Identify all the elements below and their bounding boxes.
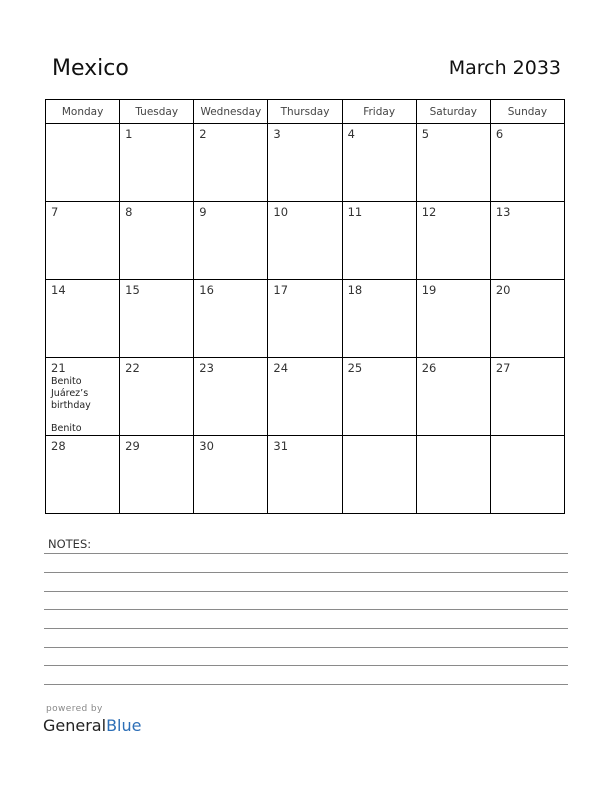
day-cell [416, 358, 490, 436]
day-cell [120, 358, 194, 436]
day-number: 6 [495, 127, 504, 141]
day-number: 30 [199, 439, 214, 453]
weekday-header-row [46, 100, 565, 124]
country-title: Mexico [52, 56, 129, 81]
day-cell [490, 124, 564, 202]
day-number: 11 [347, 205, 363, 219]
day-number: 28 [51, 439, 66, 453]
logo-text-general: General [43, 716, 107, 735]
day-cell [268, 436, 342, 514]
day-number: 20 [495, 283, 511, 297]
logo-text-blue: Blue [106, 716, 142, 735]
month-title: March 2033 [448, 57, 561, 79]
day-cell [194, 124, 268, 202]
day-number: 12 [421, 205, 437, 219]
day-cell [490, 280, 564, 358]
holiday-label: Benito Juárez’s birthday [51, 376, 91, 411]
day-cell [46, 358, 120, 436]
day-number: 5 [421, 127, 430, 141]
day-cell [120, 436, 194, 514]
day-cell [416, 202, 490, 280]
day-cell [342, 124, 416, 202]
generalblue-logo [43, 716, 141, 735]
week-row [46, 280, 565, 358]
day-number: 3 [273, 127, 281, 141]
day-number: 27 [495, 361, 511, 375]
day-cell [194, 358, 268, 436]
weekday-saturday: Saturday [416, 100, 490, 124]
day-number: 10 [273, 205, 289, 219]
day-number: 18 [347, 283, 363, 297]
day-number: 19 [421, 283, 437, 297]
notes-label: NOTES: [48, 537, 92, 551]
day-number: 16 [199, 283, 214, 297]
day-number: 29 [125, 439, 140, 453]
week-row [46, 436, 565, 514]
day-cell [120, 202, 194, 280]
day-cell [490, 358, 564, 436]
day-cell [490, 202, 564, 280]
note-line [44, 665, 568, 666]
day-number: 21 [51, 361, 66, 375]
weekday-wednesday: Wednesday [194, 100, 268, 124]
weekday-thursday: Thursday [268, 100, 342, 124]
day-number: 4 [347, 127, 355, 141]
weekday-sunday: Sunday [490, 100, 564, 124]
day-number: 8 [125, 205, 133, 219]
note-line [44, 553, 568, 554]
day-cell [268, 202, 342, 280]
day-number: 7 [51, 205, 59, 219]
day-cell [268, 358, 342, 436]
day-number: 13 [495, 205, 511, 219]
day-number: 14 [51, 283, 66, 297]
day-cell [416, 124, 490, 202]
note-line [44, 572, 568, 573]
calendar-grid [45, 99, 565, 514]
day-number: 2 [199, 127, 207, 141]
day-number: 22 [125, 361, 140, 375]
day-cell [268, 280, 342, 358]
day-cell [268, 124, 342, 202]
note-line [44, 609, 568, 610]
day-number: 24 [273, 361, 289, 375]
day-number: 9 [199, 205, 207, 219]
powered-by-text: powered by [46, 704, 103, 714]
day-cell [46, 202, 120, 280]
weekday-tuesday: Tuesday [120, 100, 194, 124]
week-row [46, 124, 565, 202]
day-cell [120, 280, 194, 358]
day-cell [194, 202, 268, 280]
week-row [46, 202, 565, 280]
day-number: 26 [421, 361, 437, 375]
day-cell [342, 202, 416, 280]
weekday-monday: Monday [46, 100, 120, 124]
day-cell [416, 436, 490, 514]
day-number: 17 [273, 283, 289, 297]
day-cell [342, 280, 416, 358]
day-cell [46, 124, 120, 202]
note-line [44, 628, 568, 629]
note-line [44, 647, 568, 648]
day-cell [490, 436, 564, 514]
day-cell [46, 280, 120, 358]
day-cell [194, 280, 268, 358]
day-number: 25 [347, 361, 363, 375]
day-cell [416, 280, 490, 358]
day-cell [120, 124, 194, 202]
day-number: 15 [125, 283, 140, 297]
day-cell [46, 436, 120, 514]
day-number: 31 [273, 439, 289, 453]
day-cell [342, 436, 416, 514]
day-number: 23 [199, 361, 214, 375]
day-cell [194, 436, 268, 514]
week-row [46, 358, 565, 436]
day-cell [342, 358, 416, 436]
day-number: 1 [125, 127, 133, 141]
note-line [44, 684, 568, 685]
weekday-friday: Friday [342, 100, 416, 124]
note-line [44, 591, 568, 592]
holiday-label: Benito [51, 423, 82, 434]
